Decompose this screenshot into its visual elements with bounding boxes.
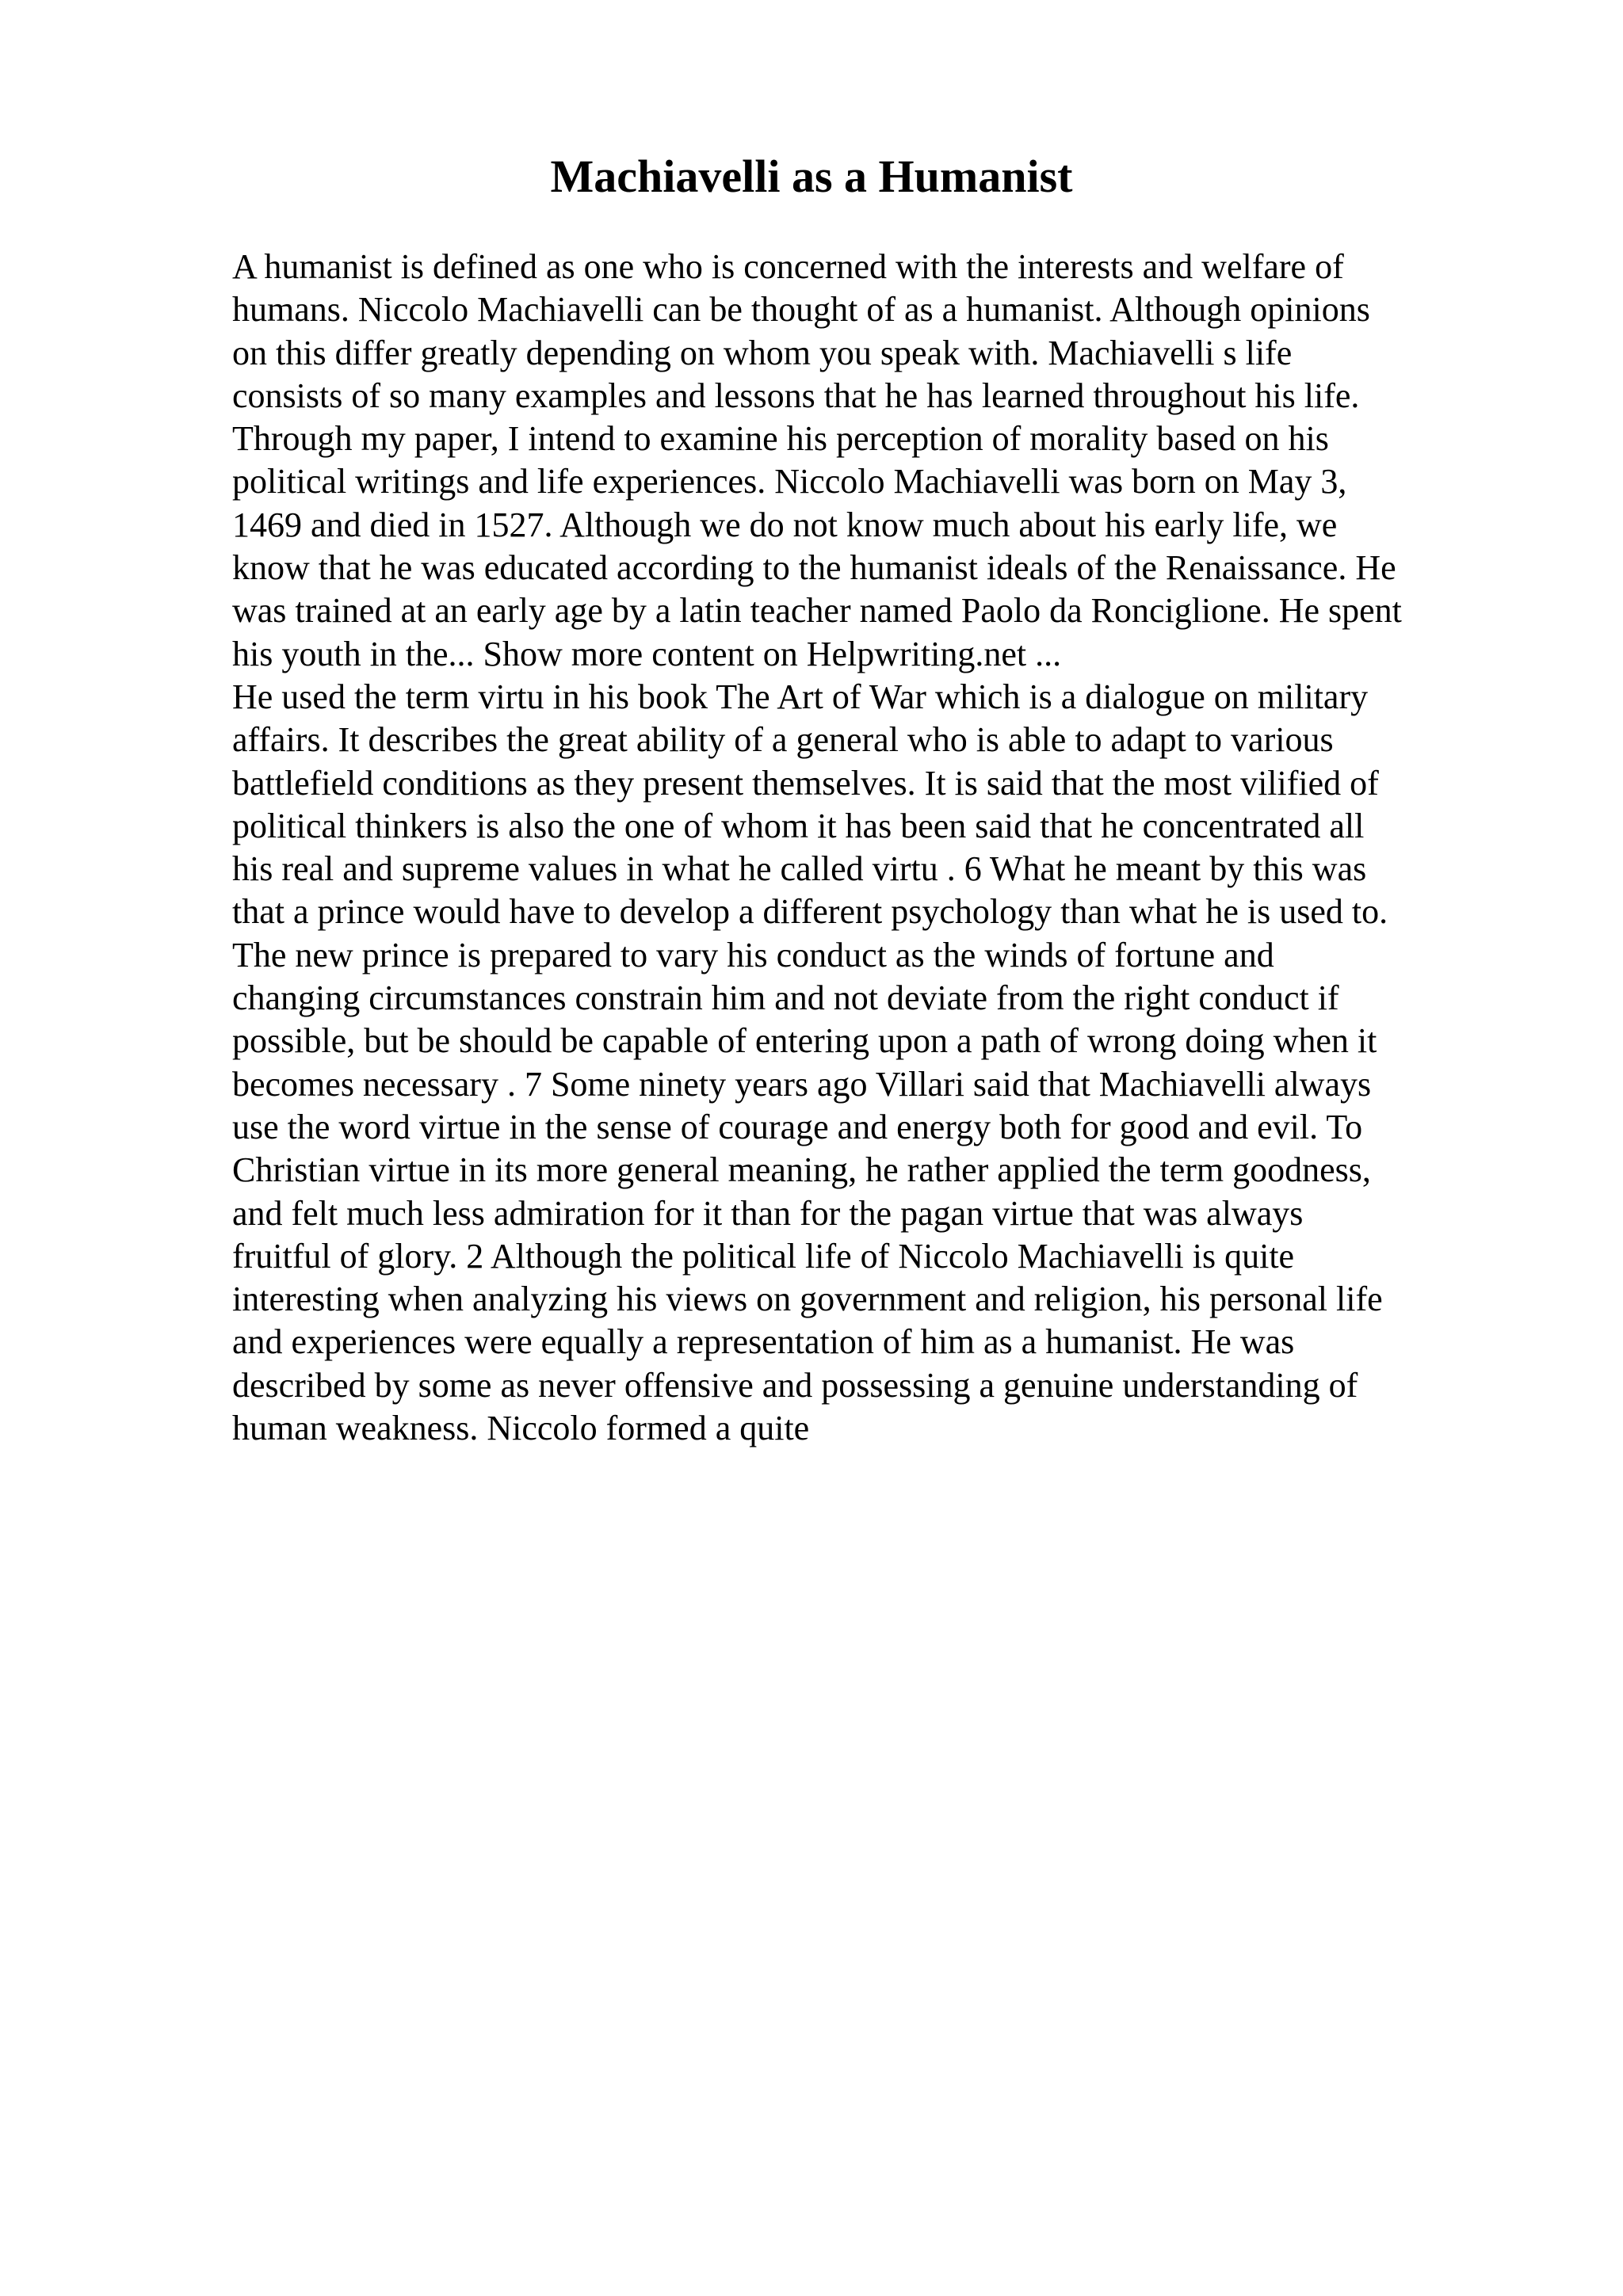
body-line: that a prince would have to develop a different psychology than what he is used to. bbox=[232, 892, 1388, 932]
body-line: was trained at an early age by a latin teacher named Paolo da Ronciglione. He spent bbox=[232, 591, 1402, 631]
body-line: affairs. It describes the great ability of a general who is able to adapt to various bbox=[232, 720, 1334, 760]
body-line: described by some as never offensive and possessing a genuine understanding of bbox=[232, 1365, 1358, 1405]
body-line: interesting when analyzing his views on government and religion, his personal life bbox=[232, 1280, 1383, 1319]
body-line: political writings and life experiences. Niccolo Machiavelli was born on May 3, bbox=[232, 462, 1347, 502]
body-line: becomes necessary . 7 Some ninety years ago Villari said that Machiavelli always bbox=[232, 1064, 1372, 1104]
body-line: changing circumstances constrain him and not deviate from the right conduct if bbox=[232, 978, 1339, 1018]
body-line: humans. Niccolo Machiavelli can be thought of as a humanist. Although opinions bbox=[232, 290, 1370, 330]
body-line: his real and supreme values in what he called virtu . 6 What he meant by this was bbox=[232, 849, 1367, 889]
body-line: human weakness. Niccolo formed a quite bbox=[232, 1409, 810, 1448]
document-body bbox=[232, 246, 1500, 1450]
body-line: fruitful of glory. 2 Although the political life of Niccolo Machiavelli is quite bbox=[232, 1236, 1295, 1276]
body-line: 1469 and died in 1527. Although we do not know much about his early life, we bbox=[232, 505, 1338, 544]
body-line: Through my paper, I intend to examine his perception of morality based on his bbox=[232, 419, 1329, 459]
body-line: political thinkers is also the one of whom it has been said that he concentrated all bbox=[232, 806, 1365, 845]
body-line: consists of so many examples and lessons that he has learned throughout his life. bbox=[232, 376, 1360, 415]
body-line: on this differ greatly depending on whom you speak with. Machiavelli s life bbox=[232, 333, 1293, 372]
body-line: his youth in the... Show more content on Helpwriting.net ... bbox=[232, 634, 1062, 673]
document-title: Machiavelli as a Humanist bbox=[550, 151, 1073, 202]
body-line: and experiences were equally a representation of him as a humanist. He was bbox=[232, 1322, 1295, 1362]
body-line: and felt much less admiration for it than for the pagan virtue that was always bbox=[232, 1193, 1304, 1233]
body-line: battlefield conditions as they present themselves. It is said that the most vilified of bbox=[232, 763, 1379, 803]
body-line: He used the term virtu in his book The Art of War which is a dialogue on military bbox=[232, 677, 1369, 716]
body-line: The new prince is prepared to vary his conduct as the winds of fortune and bbox=[232, 935, 1274, 974]
body-line: know that he was educated according to the humanist ideals of the Renaissance. He bbox=[232, 548, 1396, 588]
body-line: use the word virtue in the sense of courage and energy both for good and evil. To bbox=[232, 1107, 1363, 1146]
body-line: possible, but be should be capable of entering upon a path of wrong doing when it bbox=[232, 1021, 1377, 1061]
body-line: A humanist is defined as one who is concerned with the interests and welfare of bbox=[232, 247, 1344, 286]
body-line: Christian virtue in its more general meaning, he rather applied the term goodness, bbox=[232, 1150, 1371, 1190]
